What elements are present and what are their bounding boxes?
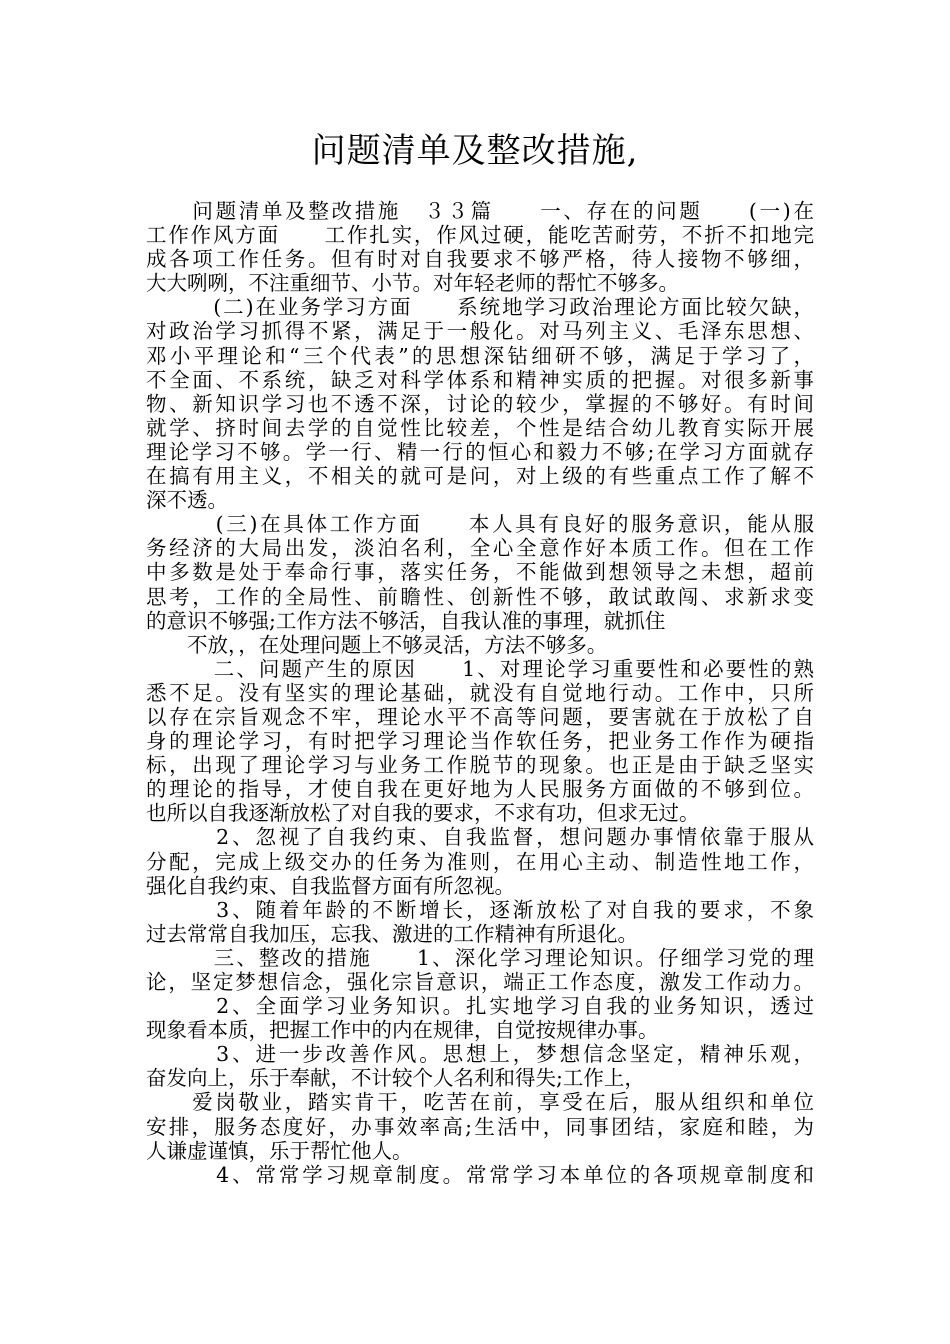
text-line: (二)在业务学习方面 系统地学习政治理论方面比较欠缺， bbox=[146, 295, 814, 320]
text-line: 过去常常自我加压，忘我、激进的工作精神有所退化。 bbox=[146, 921, 638, 946]
text-line: 人谦虚谨慎，乐于帮忙他人。 bbox=[146, 1138, 413, 1163]
document-body bbox=[146, 199, 814, 1187]
text-line: 4、常常学习规章制度。常常学习本单位的各项规章制度和 bbox=[146, 1162, 814, 1187]
text-line: 邓小平理论和“三个代表”的思想深钻细研不够，满足于学习了， bbox=[146, 343, 814, 368]
text-line: 二、问题产生的原因 1、对理论学习重要性和必要性的熟 bbox=[146, 656, 814, 681]
text-line: 工作作风方面 工作扎实，作风过硬，能吃苦耐劳，不折不扣地完 bbox=[146, 223, 814, 248]
text-line: 3、随着年龄的不断增长，逐渐放松了对自我的要求，不象 bbox=[146, 897, 814, 922]
text-line: 不放，，在处理问题上不够灵活，方法不够多。 bbox=[146, 632, 608, 657]
text-line: 务经济的大局出发，淡泊名利，全心全意作好本质工作。但在工作 bbox=[146, 536, 814, 561]
text-line: 悉不足。没有坚实的理论基础，就没有自觉地行动。工作中，只所 bbox=[146, 680, 814, 705]
text-line: 问题清单及整改措施 ３３篇 一、存在的问题 (一)在 bbox=[146, 199, 814, 223]
document-title: 问题清单及整改措施, bbox=[311, 131, 639, 171]
text-line: 身的理论学习，有时把学习理论当作软任务，把业务工作作为硬指 bbox=[146, 729, 814, 754]
text-line: 分配，完成上级交办的任务为准则，在用心主动、制造性地工作， bbox=[146, 849, 814, 874]
text-line: 对政治学习抓得不紧，满足于一般化。对马列主义、毛泽东思想、 bbox=[146, 319, 814, 344]
text-line: 就学、挤时间去学的自觉性比较差，个性是结合幼儿教育实际开展 bbox=[146, 415, 814, 440]
text-line: 2、全面学习业务知识。扎实地学习自我的业务知识，透过 bbox=[146, 994, 814, 1019]
text-line: 2、忽视了自我约束、自我监督，想问题办事情依靠于服从 bbox=[146, 825, 814, 850]
text-line: 奋发向上，乐于奉献，不计较个人名利和得失;工作上， bbox=[146, 1066, 645, 1091]
text-line: 论，坚定梦想信念，强化宗旨意识，端正工作态度，激发工作动力。 bbox=[146, 970, 814, 994]
text-line: (三)在具体工作方面 本人具有良好的服务意识，能从服 bbox=[146, 512, 814, 537]
text-line: 中多数是处于奉命行事，落实任务，不能做到想领导之未想，超前 bbox=[146, 560, 814, 585]
text-line: 爱岗敬业，踏实肯干，吃苦在前，享受在后，服从组织和单位 bbox=[146, 1090, 814, 1115]
text-line: 不全面、不系统，缺乏对科学体系和精神实质的把握。对很多新事 bbox=[146, 367, 814, 392]
text-line: 在搞有用主义，不相关的就可是问，对上级的有些重点工作了解不 bbox=[146, 464, 814, 489]
text-line: 以存在宗旨观念不牢，理论水平不高等问题，要害就在于放松了自 bbox=[146, 704, 814, 729]
text-line: 理论学习不够。学一行、精一行的恒心和毅力不够;在学习方面就存 bbox=[146, 439, 814, 464]
text-line: 安排，服务态度好，办事效率高;生活中，同事团结，家庭和睦，为 bbox=[146, 1114, 814, 1139]
text-line: 也所以自我逐渐放松了对自我的要求，不求有功，但求无过。 bbox=[146, 801, 700, 826]
text-line: 现象看本质，把握工作中的内在规律，自觉按规律办事。 bbox=[146, 1018, 659, 1043]
text-line: 三、整改的措施 1、深化学习理论知识。仔细学习党的理 bbox=[146, 945, 814, 970]
text-line: 的意识不够强;工作方法不够活，自我认准的事理，就抓住 bbox=[146, 608, 666, 633]
text-line: 强化自我约束、自我监督方面有所忽视。 bbox=[146, 873, 515, 898]
text-line: 思考，工作的全局性、前瞻性、创新性不够，敢试敢闯、求新求变 bbox=[146, 584, 814, 609]
text-line: 3、进一步改善作风。思想上，梦想信念坚定，精神乐观， bbox=[146, 1042, 814, 1067]
text-line: 物、新知识学习也不透不深，讨论的较少，掌握的不够好。有时间 bbox=[146, 391, 814, 416]
text-line: 标，出现了理论学习与业务工作脱节的现象。也正是由于缺乏坚实 bbox=[146, 753, 814, 778]
text-line: 深不透。 bbox=[146, 488, 228, 513]
text-line: 的理论的指导，才使自我在更好地为人民服务方面做的不够到位。 bbox=[146, 777, 814, 802]
text-line: 成各项工作任务。但有时对自我要求不够严格，待人接物不够细， bbox=[146, 247, 814, 272]
text-line: 大大咧咧，不注重细节、小节。对年轻老师的帮忙不够多。 bbox=[146, 271, 679, 296]
